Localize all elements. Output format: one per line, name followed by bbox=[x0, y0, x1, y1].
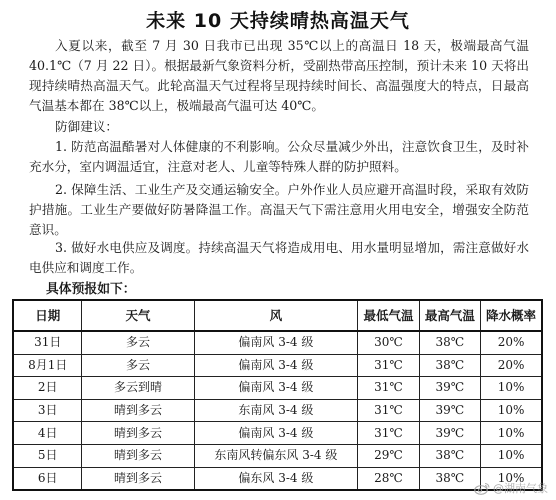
header-precip-prob: 降水概率 bbox=[481, 300, 542, 331]
intro-paragraph: 入夏以来，截至 7 月 30 日我市已出现 35℃以上的高温日 18 天，极端最高气温 40.1℃（7 月 22 日）。根据最新气象资料分析，受副热带高压控制，预计未来 10 天将出现持续晴热高温天气。此轮高温天气过程将呈现持续时间长、高温强度大的特点，日最高气温基本都在 38℃以上，极端最高气温可达 40℃。 bbox=[29, 38, 529, 113]
header-wind: 风 bbox=[194, 300, 358, 331]
cell-min-temp: 31℃ bbox=[358, 354, 419, 377]
table-row bbox=[13, 399, 542, 422]
cell-min-temp: 29℃ bbox=[358, 444, 419, 467]
cell-max-temp: 39℃ bbox=[419, 422, 480, 445]
cell-min-temp: 31℃ bbox=[358, 422, 419, 445]
advice-heading: 防御建议： bbox=[55, 119, 118, 134]
cell-wind: 偏南风 3-4 级 bbox=[194, 354, 358, 377]
weibo-logo-icon bbox=[474, 482, 490, 495]
cell-precip-prob: 10% bbox=[481, 377, 542, 400]
watermark-text: @湖南气象 bbox=[493, 482, 548, 495]
cell-weather: 晴到多云 bbox=[82, 444, 194, 467]
forecast-table bbox=[12, 299, 543, 491]
cell-max-temp: 39℃ bbox=[419, 399, 480, 422]
advice-item-2: 2. 保障生活、工业生产及交通运输安全。户外作业人员应避开高温时段，采取有效防护措施。工业生产要做好防暑降温工作。高温天气下需注意用火用电安全，增强安全防范意识。 bbox=[29, 182, 529, 237]
table-row bbox=[13, 467, 542, 490]
cell-min-temp: 31℃ bbox=[358, 399, 419, 422]
cell-date: 8月1日 bbox=[13, 354, 82, 377]
cell-date: 3日 bbox=[13, 399, 82, 422]
cell-date: 31日 bbox=[13, 331, 82, 354]
cell-precip-prob: 20% bbox=[481, 331, 542, 354]
cell-min-temp: 28℃ bbox=[358, 467, 419, 490]
cell-precip-prob: 10% bbox=[481, 399, 542, 422]
table-row bbox=[13, 354, 542, 377]
cell-wind: 偏南风 3-4 级 bbox=[194, 422, 358, 445]
cell-date: 6日 bbox=[13, 467, 82, 490]
cell-min-temp: 30℃ bbox=[358, 331, 419, 354]
table-row bbox=[13, 377, 542, 400]
cell-wind: 偏南风 3-4 级 bbox=[194, 331, 358, 354]
advice-item-1: 1. 防范高温酷暑对人体健康的不利影响。公众尽量减少外出，注意饮食卫生，及时补充水分，室内调温适宜，注意对老人、儿童等特殊人群的防护照料。 bbox=[29, 139, 529, 174]
cell-wind: 偏东风 3-4 级 bbox=[194, 467, 358, 490]
table-header-row bbox=[13, 300, 542, 331]
header-date: 日期 bbox=[13, 300, 82, 331]
cell-weather: 多云 bbox=[82, 354, 194, 377]
table-caption: 具体预报如下： bbox=[46, 282, 136, 297]
cell-weather: 晴到多云 bbox=[82, 467, 194, 490]
cell-wind: 偏南风 3-4 级 bbox=[194, 377, 358, 400]
watermark bbox=[474, 480, 548, 496]
cell-min-temp: 31℃ bbox=[358, 377, 419, 400]
cell-precip-prob: 10% bbox=[481, 444, 542, 467]
table-row bbox=[13, 422, 542, 445]
cell-max-temp: 38℃ bbox=[419, 444, 480, 467]
table-row bbox=[13, 331, 542, 354]
header-max-temp: 最高气温 bbox=[419, 300, 480, 331]
header-min-temp: 最低气温 bbox=[358, 300, 419, 331]
cell-wind: 东南风 3-4 级 bbox=[194, 399, 358, 422]
cell-date: 4日 bbox=[13, 422, 82, 445]
cell-weather: 晴到多云 bbox=[82, 422, 194, 445]
cell-weather: 多云到晴 bbox=[82, 377, 194, 400]
cell-max-temp: 38℃ bbox=[419, 354, 480, 377]
cell-wind: 东南风转偏东风 3-4 级 bbox=[194, 444, 358, 467]
cell-weather: 晴到多云 bbox=[82, 399, 194, 422]
table-row bbox=[13, 444, 542, 467]
cell-precip-prob: 10% bbox=[481, 422, 542, 445]
cell-date: 2日 bbox=[13, 377, 82, 400]
advice-item-3: 3. 做好水电供应及调度。持续高温天气将造成用电、用水量明显增加，需注意做好水电供应和调度工作。 bbox=[29, 240, 529, 275]
cell-precip-prob: 10% bbox=[481, 467, 542, 490]
cell-max-temp: 38℃ bbox=[419, 331, 480, 354]
cell-date: 5日 bbox=[13, 444, 82, 467]
cell-max-temp: 38℃ bbox=[419, 467, 480, 490]
cell-precip-prob: 20% bbox=[481, 354, 542, 377]
document-title: 未来 10 天持续晴热高温天气 bbox=[146, 10, 410, 32]
cell-max-temp: 39℃ bbox=[419, 377, 480, 400]
cell-weather: 多云 bbox=[82, 331, 194, 354]
header-weather: 天气 bbox=[82, 300, 194, 331]
